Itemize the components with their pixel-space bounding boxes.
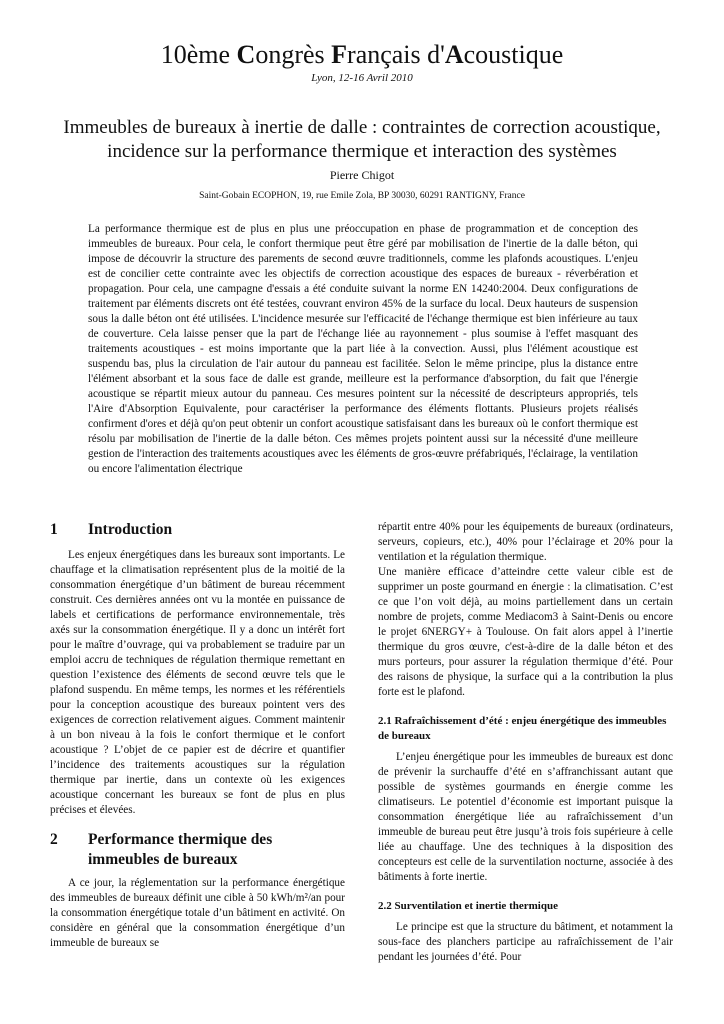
conf-title-part: ongrès: [255, 40, 332, 69]
subsection-heading-2-2: 2.2 Surventilation et inertie thermique: [378, 900, 558, 912]
section-heading-2: [50, 830, 345, 870]
left-column: [50, 520, 345, 951]
conf-title-part: C: [236, 40, 256, 69]
conference-subtitle: Lyon, 12-16 Avril 2010: [311, 72, 413, 84]
paper-title-line: Immeubles de bureaux à inertie de dalle : contraintes de correction acoustique,: [63, 117, 661, 138]
body-paragraph: Les enjeux énergétiques dans les bureaux sont importants. Le chauffage et la climatisation représentent plus de la moitié de la consommation énergétique d’un bâtiment de bureau récemment construit. Ces dernières années ont vu la montée en puissance de labels et certifications de performance environnementale, très axés sur la consommation énergétique. Il y a donc un intérêt fort pour le maître d’ouvrage, qui va probablement se traduire par un emploi accru de techniques de régulation thermique remettant en question l’existence des éléments de second œuvre tels que le plafond suspendu. En même temps, les normes et les référentiels pour la conception acoustique des bureaux pointent vers des exigences de correction relativement aigues. Comment maintenir à un bon niveau à la fois le confort thermique et le confort acoustique ? L’objet de ce papier est de décrire et quantifier l’incidence des traitements acoustiques sur la régulation thermique par inertie, dans un contexte où les exigences acoustique concernant les bureaux se font de plus en plus précises et élevées.: [50, 549, 345, 816]
body-paragraph: A ce jour, la réglementation sur la performance énergétique des immeubles de bureaux définit une cible à 50 kWh/m²/an pour la consommation énergétique totale d’un bâtiment en activité. On considère en général que la consommation énergétique d’un immeuble de bureaux se: [50, 877, 345, 949]
abstract: La performance thermique est de plus en plus une préoccupation en phase de programmation et de conception des immeubles de bureaux. Pour cela, le confort thermique peut être géré par mobilisation de l'inertie de la dalle béton, qui impose de découvrir la structure des parements de second œuvre traditionnels, comme les plafonds acoustiques. L'enjeu est de concilier cette contrainte avec les objectifs de correction acoustique des espaces de bureaux - réverbération et propagation. Pour cela, une campagne d'essais a été conduite suivant la norme EN 14240:2004. Deux configurations de traitement par éléments discrets ont été testées, couvrant environ 45% de la surface du local. Deux hauteurs de suspension sous la dalle béton ont été utilisées. L'incidence mesurée sur l'efficacité de l'échange thermique est bien inférieure au taux de couverture. Cela laisse penser que la part de l'échange liée au rayonnement - plus soumise à l'effet masquant des traitements acoustiques - est moins importante que la part liée à la convection. Aussi, plus l'élément acoustique est suspendu bas, plus la circulation de l'air autour du panneau est facilitée. Selon le même principe, plus la distance entre l'élément absorbant et la sous face de dalle est grande, meilleure est la performance d'absorption, du fait que l'énergie acoustique se répartit mieux autour du panneau. Ces mesures pointent sur la nécessité de descripteurs appropriés, tels l'Aire d'Absorption Equivalente, pour caractériser la performance des éléments flottants. Plusieurs projets réalisés confirment d'ores et déjà qu'on peut obtenir un confort acoustique satisfaisant dans les bureaux où le confort thermique est résolu par mobilisation de l'inertie de la dalle béton. Ces mêmes projets pointent aussi sur la nécessité d'une meilleure gestion de l'interaction des traitements acoustiques avec les éléments de gros-œuvre préfabriqués, l'éclairage, la ventilation ou encore l'alimentation électrique: [88, 223, 638, 475]
author-name: Pierre Chigot: [329, 168, 395, 182]
conf-title-part: A: [444, 40, 464, 69]
section-number: 2: [50, 831, 58, 848]
paper-title-line: incidence sur la performance thermique et interaction des systèmes: [107, 141, 617, 162]
conference-title: [0, 40, 724, 70]
paper-title: [30, 116, 694, 164]
conf-title-part: F: [331, 40, 348, 69]
right-column: [378, 520, 673, 965]
section-number: 1: [50, 521, 58, 538]
section-title: Introduction: [88, 521, 173, 538]
body-paragraph: répartit entre 40% pour les équipements de bureaux (ordinateurs, serveurs, copieurs, etc.), 40% pour l’éclairage et 20% pour la ventilation et la régulation thermique.: [378, 521, 673, 563]
body-paragraph: Une manière efficace d’atteindre cette valeur cible est de supprimer un poste gourmand en énergie : la climatisation. C’est ce que l’on voit déjà, au moins partiellement dans un certain nombre de projets, comme Mediacom3 à Saint-Denis ou encore le projet 6NERGY+ à Toulouse. On fait alors appel à l’inertie thermique du gros œuvre, c'est-à-dire de la dalle béton et des murs porteurs, pour assurer la régulation thermique d’été. Pour des raisons de physique, la surface qui a la contribution la plus forte est le plafond.: [378, 566, 673, 698]
body-paragraph: Le principe est que la structure du bâtiment, et notamment la sous-face des planchers participe au rafraîchissement de l’air pendant les journées d’été. Pour: [378, 921, 673, 963]
conf-title-part: coustique: [463, 40, 564, 69]
section-title: Performance thermique des immeubles de bureaux: [88, 831, 273, 868]
conf-title-part: 10ème: [160, 40, 237, 69]
author-affiliation: Saint-Gobain ECOPHON, 19, rue Emile Zola, BP 30030, 60291 RANTIGNY, France: [199, 191, 525, 201]
section-heading-1: [50, 520, 345, 540]
body-paragraph: L’enjeu énergétique pour les immeubles de bureaux est donc de prévenir la surchauffe d’été en s’affranchissant autant que possible de systèmes gourmands en énergie comme les climatiseurs. Le potentiel d’économie est important puisque la consommation énergétique liée au rafraîchissement d’un immeuble de bureau peut être jusqu’à trois fois supérieure à celle liée au chauffage. Une des techniques à la disposition des concepteurs est celle de la surventilation nocturne, associée à des bâtiments à forte inertie.: [378, 751, 673, 883]
conf-title-part: rançais d': [347, 40, 445, 69]
subsection-heading-2-1: 2.1 Rafraîchissement d’été : enjeu énergétique des immeubles de bureaux: [378, 715, 667, 742]
